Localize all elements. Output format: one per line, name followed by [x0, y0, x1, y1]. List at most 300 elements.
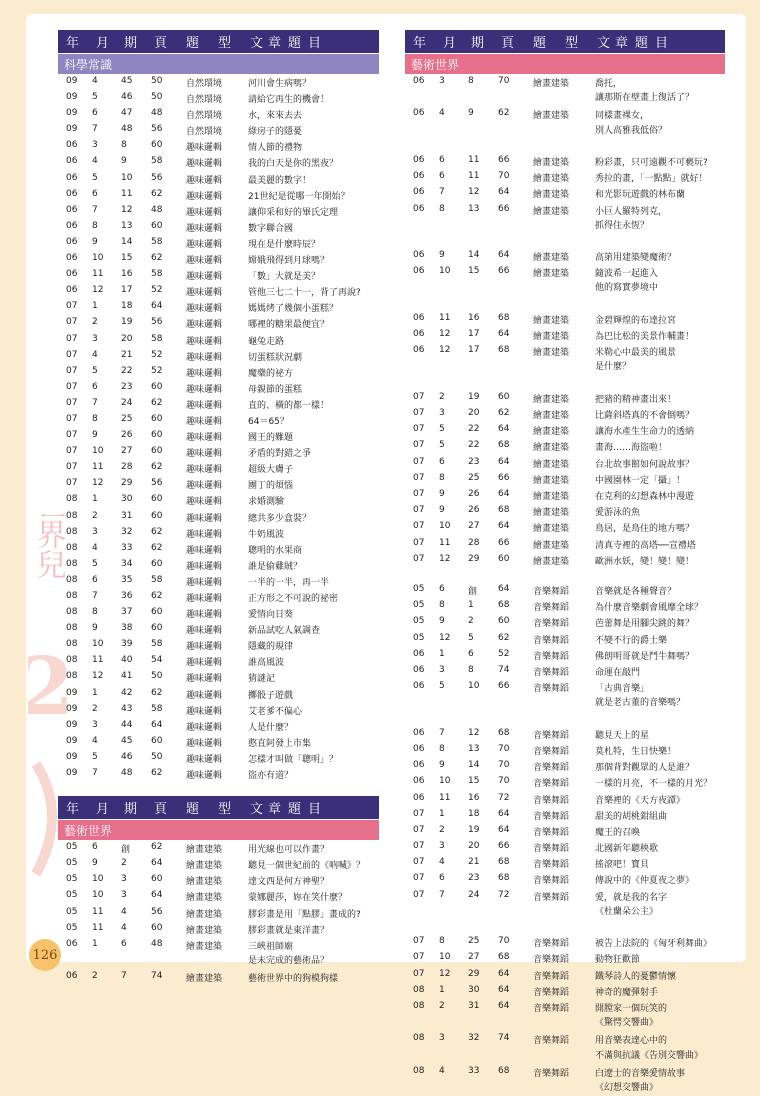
cell-month: 12	[439, 345, 451, 356]
cell-type: 自然環境	[186, 111, 223, 122]
cell-type: 繪畫建築	[533, 443, 570, 454]
table-row	[58, 653, 379, 669]
cell-year: 06	[413, 312, 425, 323]
table-row	[58, 525, 379, 541]
cell-page: 60	[151, 381, 163, 392]
cell-year: 05	[66, 906, 78, 917]
cell-month: 2	[92, 510, 98, 521]
cell-year: 08	[66, 510, 78, 521]
cell-year: 05	[413, 584, 425, 595]
cell-type: 趣味邏輯	[186, 320, 223, 331]
cell-type: 趣味邏輯	[186, 658, 223, 669]
cell-type: 趣味邏輯	[186, 690, 223, 701]
cell-type: 繪畫建築	[533, 556, 570, 567]
table-row	[405, 758, 725, 774]
row-gap	[405, 920, 725, 934]
cell-type: 趣味邏輯	[186, 642, 223, 653]
cell-year: 07	[66, 446, 78, 457]
table-row	[58, 235, 379, 251]
cell-page: 68	[498, 312, 510, 323]
cell-month: 10	[439, 266, 451, 277]
cell-year: 07	[413, 952, 425, 963]
cell-type: 繪畫建築	[533, 269, 570, 280]
table-row	[405, 647, 725, 663]
table-row	[58, 750, 379, 766]
cell-issue: 12	[468, 727, 480, 738]
cell-page: 64	[498, 187, 510, 198]
cell-month: 7	[439, 889, 445, 900]
cell-type: 繪畫建築	[533, 508, 570, 519]
cell-month: 1	[92, 938, 98, 949]
cell-year: 09	[66, 92, 78, 103]
cell-issue: 22	[468, 424, 480, 435]
cell-year: 08	[413, 984, 425, 995]
hdr-month: 月	[443, 36, 457, 51]
cell-issue: 44	[121, 719, 133, 730]
table-row	[58, 476, 379, 492]
cell-year: 07	[413, 440, 425, 451]
cell-title: 64＝65？	[248, 416, 289, 427]
cell-type: 繪畫建築	[186, 941, 223, 952]
cell-type: 趣味邏輯	[186, 400, 223, 411]
table-row	[58, 589, 379, 605]
cell-year: 07	[413, 841, 425, 852]
cell-month: 5	[92, 92, 98, 103]
cell-year: 08	[66, 558, 78, 569]
cell-issue: 43	[121, 703, 133, 714]
cell-type: 音樂舞蹈	[533, 619, 570, 630]
hdr-title-2: 章	[615, 36, 629, 51]
cell-year: 08	[66, 671, 78, 682]
cell-title: 用光線也可以作畫？	[248, 845, 330, 856]
cell-year: 06	[413, 760, 425, 771]
cell-page: 62	[151, 542, 163, 553]
cell-year: 06	[66, 269, 78, 280]
cell-month: 10	[92, 446, 104, 457]
cell-issue: 15	[468, 266, 480, 277]
cell-year: 06	[66, 156, 78, 167]
table-row	[58, 444, 379, 460]
cell-type: 音樂舞蹈	[533, 684, 570, 695]
cell-month: 3	[439, 841, 445, 852]
cell-year: 07	[413, 857, 425, 868]
cell-type: 繪畫建築	[186, 973, 223, 984]
cell-issue: 29	[121, 478, 133, 489]
cell-issue: 47	[121, 108, 133, 119]
cell-issue: 創	[121, 845, 131, 856]
table-row	[58, 840, 379, 856]
cell-title: 蒙娜麗莎，妳在笑什麼？	[248, 893, 348, 904]
cell-page: 64	[151, 719, 163, 730]
cell-issue: 19	[121, 317, 133, 328]
cell-issue: 48	[121, 768, 133, 779]
cell-page: 60	[151, 623, 163, 634]
cell-year: 06	[66, 204, 78, 215]
cell-year: 06	[413, 171, 425, 182]
cell-month: 9	[439, 488, 445, 499]
cell-page: 72	[498, 792, 510, 803]
cell-year: 08	[66, 542, 78, 553]
cell-issue: 28	[468, 537, 480, 548]
cell-year: 06	[413, 792, 425, 803]
cell-month: 7	[92, 124, 98, 135]
cell-month: 1	[439, 984, 445, 995]
cell-page: 60	[151, 922, 163, 933]
hdr-issue: 期	[471, 36, 485, 51]
cell-month: 10	[439, 952, 451, 963]
cell-page: 64	[498, 584, 510, 595]
cell-type: 繪畫建築	[533, 79, 570, 89]
cell-month: 8	[439, 472, 445, 483]
cell-year: 06	[413, 681, 425, 692]
cell-issue: 20	[468, 841, 480, 852]
cell-type: 音樂舞蹈	[533, 795, 570, 806]
hdr-title-1: 文	[250, 36, 264, 51]
cell-page: 74	[498, 665, 510, 676]
cell-title: 數字聯合國	[248, 223, 294, 234]
cell-title-line2: 抓得住永恆？	[595, 220, 650, 231]
cell-title: 膠彩畫是用「點膠」畫成的?	[248, 909, 361, 920]
cell-title: 誰是偷雞賊？	[248, 561, 303, 572]
table-row	[58, 396, 379, 412]
cell-title: 「古典音樂」	[595, 684, 650, 695]
cell-issue: 32	[121, 526, 133, 537]
cell-issue: 27	[121, 446, 133, 457]
cell-year: 05	[413, 632, 425, 643]
cell-month: 6	[439, 154, 445, 165]
hdr-title-3: 題	[288, 802, 302, 818]
table-row	[405, 106, 725, 138]
cell-issue: 14	[468, 760, 480, 771]
cell-title: 愛游泳的魚	[595, 508, 641, 519]
row-gap	[405, 139, 725, 153]
cell-year: 08	[66, 655, 78, 666]
page-number: 126	[29, 939, 61, 971]
cell-year: 07	[413, 873, 425, 884]
cell-issue: 4	[121, 922, 127, 933]
table-row	[405, 169, 725, 185]
cell-type: 音樂舞蹈	[533, 827, 570, 838]
cell-type: 趣味邏輯	[186, 706, 223, 717]
table-row	[58, 219, 379, 235]
cell-title: 正方形之不可說的祕密	[248, 594, 339, 604]
cell-issue: 17	[468, 345, 480, 356]
cell-year: 06	[413, 187, 425, 198]
cell-issue: 28	[121, 462, 133, 473]
cell-type: 自然環境	[186, 127, 223, 138]
cell-page: 66	[498, 266, 510, 277]
cell-type: 自然環境	[186, 79, 223, 89]
cell-issue: 42	[121, 687, 133, 698]
table-row	[405, 185, 725, 201]
cell-year: 06	[66, 140, 78, 151]
table-row	[58, 267, 379, 283]
cell-year: 08	[413, 1065, 425, 1076]
cell-month: 4	[92, 76, 98, 86]
cell-title: 綠房子的隱憂	[248, 127, 303, 138]
cell-issue: 45	[121, 735, 133, 746]
table-row	[58, 637, 379, 653]
cell-issue: 40	[121, 655, 133, 666]
cell-page: 50	[151, 92, 163, 103]
table-row	[405, 983, 725, 999]
cell-month: 7	[92, 591, 98, 601]
cell-page: 62	[151, 842, 163, 853]
cell-page: 52	[498, 648, 510, 659]
cell-type: 繪畫建築	[533, 315, 570, 326]
cell-month: 10	[439, 776, 451, 787]
cell-month: 5	[439, 440, 445, 451]
cell-month: 10	[92, 253, 104, 264]
cell-month: 8	[439, 743, 445, 754]
cell-title: 現在是什麼時辰？	[248, 239, 321, 250]
cell-type: 趣味邏輯	[186, 416, 223, 427]
cell-title: 膠彩畫就是東洋畫？	[248, 925, 330, 936]
cell-month: 5	[92, 558, 98, 569]
cell-title: 和光影玩遊戲的林布蘭	[595, 190, 686, 201]
cell-month: 5	[92, 751, 98, 762]
cell-type: 繪畫建築	[533, 190, 570, 201]
cell-month: 4	[92, 349, 98, 360]
table-row	[58, 766, 379, 782]
cell-issue: 17	[468, 329, 480, 340]
table-row	[58, 364, 379, 380]
cell-page: 48	[151, 108, 163, 119]
cell-type: 音樂舞蹈	[533, 651, 570, 662]
cell-month: 6	[439, 456, 445, 467]
cell-title: 被告上法院的《匈牙利舞曲》	[595, 939, 713, 950]
cell-month: 8	[439, 936, 445, 947]
cell-year: 08	[66, 574, 78, 585]
cell-issue: 6	[468, 648, 474, 659]
cell-title: 媽媽烤了幾個小蛋糕？	[248, 304, 339, 315]
cell-title: 愛，就是我的名字	[595, 892, 668, 903]
row-gap	[405, 297, 725, 311]
cell-year: 07	[413, 505, 425, 516]
cell-title: 河川會生病嗎？	[248, 79, 312, 89]
cell-title: 人是什麼？	[248, 722, 294, 733]
cell-issue: 15	[121, 253, 133, 264]
table-row	[405, 1064, 725, 1096]
cell-title: 把豬的精神畫出來！	[595, 394, 677, 405]
cell-title-line2: 《杜蘭朵公主》	[595, 906, 659, 917]
table-row	[405, 888, 725, 920]
cell-year: 07	[66, 349, 78, 360]
cell-page: 54	[151, 655, 163, 666]
table-row	[405, 999, 725, 1031]
table-row	[405, 406, 725, 422]
cell-year: 08	[413, 1000, 425, 1011]
cell-title: 不變不行的爵士樂	[595, 635, 668, 646]
cell-issue: 46	[121, 92, 133, 103]
table-row	[405, 742, 725, 758]
cell-page: 60	[151, 874, 163, 885]
cell-page: 64	[498, 521, 510, 532]
table-row	[405, 839, 725, 855]
cell-year: 06	[413, 727, 425, 738]
cell-month: 11	[439, 312, 451, 323]
cell-year: 08	[66, 591, 78, 601]
cell-page: 64	[151, 858, 163, 869]
cell-year: 06	[66, 285, 78, 296]
cell-year: 07	[66, 381, 78, 392]
table-row	[405, 807, 725, 823]
hdr-page: 頁	[154, 802, 168, 818]
cell-title: 誰高風波	[248, 658, 285, 669]
cell-title: 擲骰子遊戲	[248, 690, 294, 701]
cell-year: 06	[413, 154, 425, 165]
cell-page: 50	[151, 751, 163, 762]
hdr-title-2: 章	[268, 36, 282, 51]
table-row	[405, 791, 725, 807]
cell-issue: 23	[468, 456, 480, 467]
cell-title: 命運在敲門	[595, 668, 641, 679]
cell-title-line2: 讓那斯在壁畫上復活了？	[595, 93, 695, 104]
cell-title: 神奇的魔彈射手	[595, 987, 659, 998]
cell-page: 48	[151, 204, 163, 215]
table-row	[58, 557, 379, 573]
cell-title: 音樂裡的《天方夜譚》	[595, 795, 686, 806]
cell-page: 74	[151, 970, 163, 981]
cell-title: 水，來來去去	[248, 111, 303, 122]
cell-title: 莫札特，生日快樂！	[595, 746, 677, 757]
cell-issue: 48	[121, 124, 133, 135]
cell-issue: 3	[121, 890, 127, 901]
cell-type: 音樂舞蹈	[533, 730, 570, 741]
cell-type: 趣味邏輯	[186, 368, 223, 379]
cell-issue: 18	[121, 301, 133, 312]
table-row	[405, 503, 725, 519]
cell-title-line2: 《幻想交響曲》	[595, 1082, 659, 1093]
table-row	[58, 203, 379, 219]
cell-page: 68	[498, 873, 510, 884]
cell-title: 盜亦有道？	[248, 771, 294, 782]
cell-page: 58	[151, 156, 163, 167]
cell-type: 趣味邏輯	[186, 272, 223, 283]
hdr-title-1: 文	[250, 802, 264, 818]
table-row	[58, 905, 379, 921]
science-table	[58, 74, 379, 782]
cell-type: 繪畫建築	[186, 861, 223, 872]
row-gap	[405, 234, 725, 248]
cell-type: 音樂舞蹈	[533, 587, 570, 598]
cell-type: 音樂舞蹈	[533, 1036, 570, 1047]
hdr-title-3: 題	[288, 36, 302, 51]
cell-month: 6	[439, 171, 445, 182]
cell-type: 繪畫建築	[533, 332, 570, 343]
cell-month: 6	[92, 188, 98, 199]
cell-issue: 13	[121, 220, 133, 231]
cell-month: 1	[92, 687, 98, 698]
cell-year: 05	[413, 616, 425, 627]
cell-page: 66	[498, 203, 510, 214]
cell-issue: 8	[468, 76, 474, 86]
cell-title-line2: 不滿與抗議《告別交響曲》	[595, 1050, 704, 1061]
cell-year: 07	[413, 391, 425, 402]
cell-type: 趣味邏輯	[186, 256, 223, 267]
cell-month: 2	[439, 824, 445, 835]
cell-year: 07	[413, 968, 425, 979]
cell-title: 比薩斜塔真的不會倒嗎？	[595, 411, 695, 422]
cell-page: 64	[498, 968, 510, 979]
cell-page: 58	[151, 236, 163, 247]
cell-title: 請給它再生的機會！	[248, 95, 330, 106]
cell-page: 64	[498, 808, 510, 819]
cell-year: 07	[413, 472, 425, 483]
cell-type: 音樂舞蹈	[533, 876, 570, 887]
table-row	[58, 106, 379, 122]
cell-title: 直的、橫的都一樣！	[248, 400, 330, 411]
cell-month: 9	[439, 760, 445, 771]
cell-type: 繪畫建築	[533, 540, 570, 551]
hdr-page: 頁	[154, 36, 168, 51]
cell-page: 62	[151, 397, 163, 408]
table-row	[405, 598, 725, 614]
art-table-left	[58, 840, 379, 985]
cell-issue: 31	[121, 510, 133, 521]
cell-title: 台北故事館如何說故事？	[595, 459, 695, 470]
cell-page: 66	[498, 537, 510, 548]
cell-type: 繪畫建築	[186, 909, 223, 920]
cell-title: 佛朗明哥就是鬥牛舞嗎？	[595, 651, 695, 662]
cell-title-line2: 《驚愕交響曲》	[595, 1018, 659, 1029]
cell-page: 64	[498, 329, 510, 340]
table-row	[405, 582, 725, 598]
cell-month: 4	[439, 108, 445, 119]
cell-issue: 24	[468, 889, 480, 900]
cell-page: 60	[498, 616, 510, 627]
table-row	[405, 726, 725, 742]
cell-issue: 9	[121, 156, 127, 167]
cell-month: 4	[92, 542, 98, 553]
cell-year: 07	[66, 397, 78, 408]
cell-year: 05	[66, 890, 78, 901]
cell-page: 62	[151, 526, 163, 537]
cell-month: 12	[92, 671, 104, 682]
cell-type: 趣味邏輯	[186, 175, 223, 186]
cell-issue: 26	[121, 430, 133, 441]
cell-title: 為巴比松的美景作輔畫！	[595, 332, 695, 343]
cell-issue: 18	[468, 808, 480, 819]
cell-page: 68	[498, 857, 510, 868]
table-row	[405, 1031, 725, 1063]
cell-month: 10	[92, 639, 104, 650]
cell-month: 3	[439, 665, 445, 676]
cell-type: 音樂舞蹈	[533, 779, 570, 790]
table-row	[58, 348, 379, 364]
cell-title: 秀拉的畫，「一點點」就好！	[595, 174, 708, 185]
cell-month: 2	[92, 970, 98, 981]
cell-title: 國王的難題	[248, 433, 294, 444]
cell-type: 繪畫建築	[533, 427, 570, 438]
cell-month: 9	[439, 250, 445, 261]
cell-issue: 25	[121, 413, 133, 424]
cell-month: 11	[92, 922, 104, 933]
cell-type: 繪畫建築	[533, 459, 570, 470]
art-table-right	[405, 74, 725, 1096]
cell-month: 6	[92, 108, 98, 119]
cell-month: 8	[439, 203, 445, 214]
cell-issue: 11	[468, 171, 480, 182]
cell-issue: 9	[468, 108, 474, 119]
table-row	[58, 154, 379, 170]
cell-issue: 17	[121, 285, 133, 296]
table-row	[405, 774, 725, 790]
cell-title: 清真寺裡的高塔──宣禮塔	[595, 540, 696, 551]
cell-month: 3	[92, 526, 98, 537]
cell-page: 60	[151, 413, 163, 424]
cell-title: 一樣的月亮，不一樣的月光？	[595, 779, 713, 790]
